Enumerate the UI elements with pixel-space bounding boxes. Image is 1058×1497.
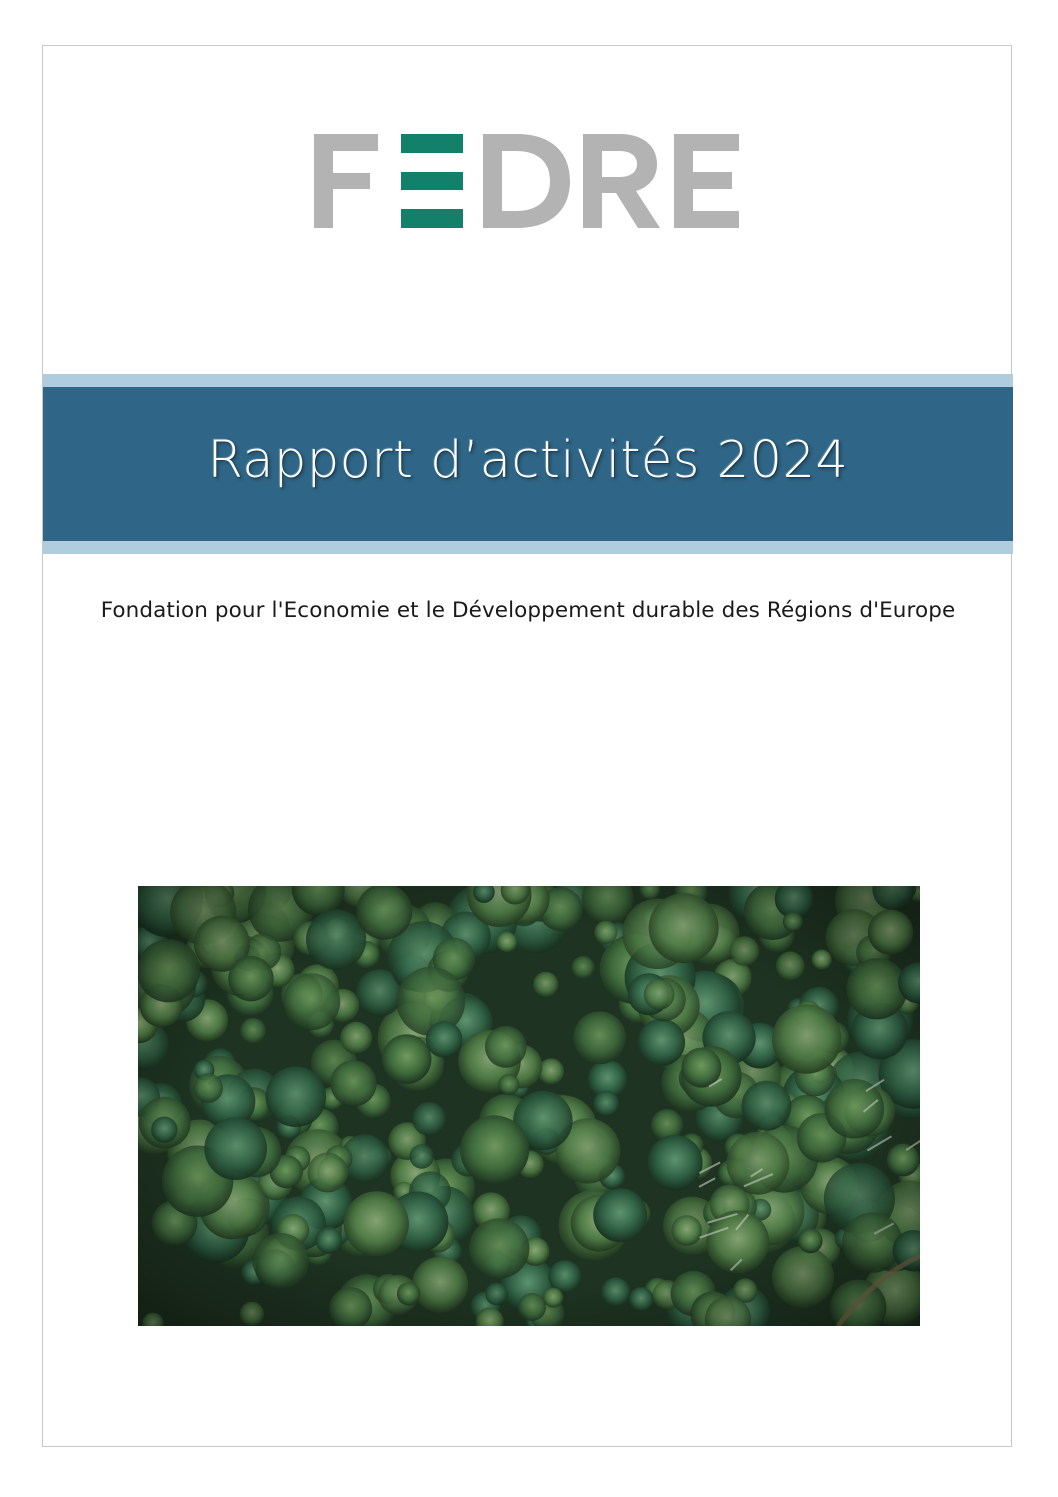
title-band-top-edge bbox=[43, 374, 1013, 387]
fedre-logo bbox=[314, 134, 739, 228]
report-title: Rapport d’activités 2024 bbox=[207, 430, 849, 490]
logo-letter-f bbox=[314, 134, 378, 228]
logo-letter-e-bars bbox=[401, 134, 463, 228]
forest-aerial-photo bbox=[138, 886, 920, 1326]
title-band bbox=[43, 387, 1013, 541]
logo-letter-d bbox=[483, 134, 570, 228]
foundation-name: Fondation pour l'Economie et le Développement durable des Régions d'Europe bbox=[100, 598, 956, 623]
title-band-bottom-edge bbox=[43, 541, 1013, 554]
logo-letter-r bbox=[583, 134, 660, 228]
logo-letter-e bbox=[674, 134, 739, 228]
